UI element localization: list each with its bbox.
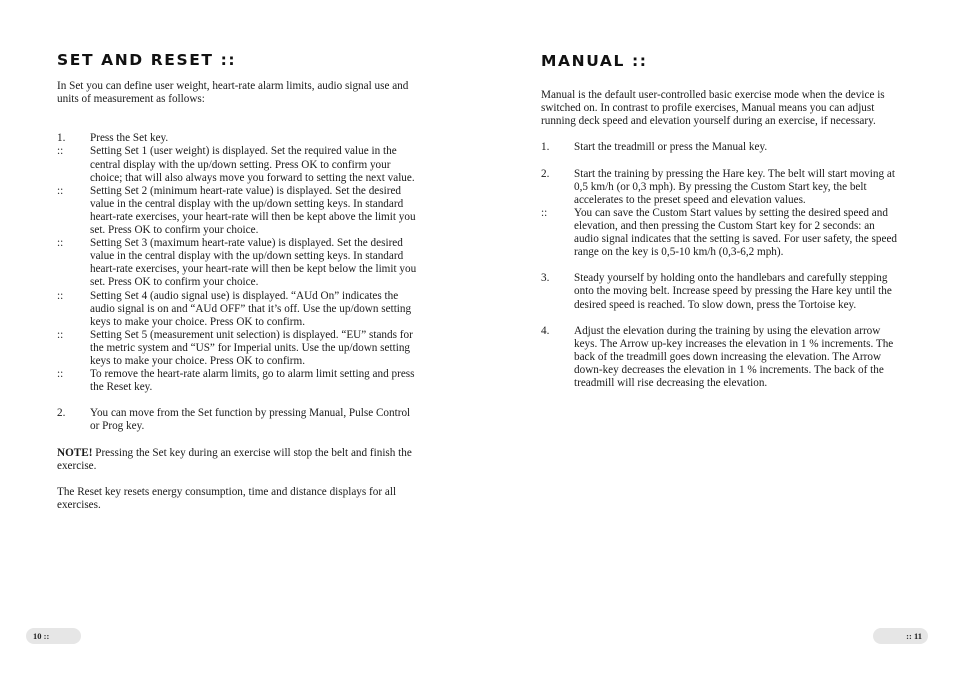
step-text: Setting Set 3 (maximum heart-rate value) is displayed. Set the desired value in the central display with the up/down setting keys. In standard heart-rate exercises, your heart-rate will then be kept below the limit you set. Press OK to confirm your choice.: [90, 237, 417, 289]
step-marker: ::: [57, 368, 64, 381]
manual-heading: MANUAL ::: [541, 52, 648, 70]
set-step: [57, 368, 417, 394]
manual-step: [541, 207, 901, 259]
note-text: Pressing the Set key during an exercise will stop the belt and finish the exercise.: [57, 446, 412, 472]
page-number-right: :: 11: [873, 628, 928, 644]
set-step: [57, 329, 417, 368]
left-page-body: [57, 80, 417, 525]
step-text: Setting Set 4 (audio signal use) is displayed. “AUd On” indicates the audio signal is on and “AUd OFF” that it’s off. Use the up/down setting keys to make your choice. Press OK to confirm.: [90, 289, 412, 328]
step-marker: ::: [57, 145, 64, 158]
step-text: Steady yourself by holding onto the handlebars and carefully stepping onto the moving belt. Increase speed by pressing the Hare key until the desired speed is reached. To slow down, press the Tortoise key.: [574, 272, 892, 311]
manual-step: [541, 325, 901, 390]
step-marker: ::: [57, 328, 64, 341]
step-marker: ::: [57, 184, 64, 197]
manual-step: [541, 141, 901, 154]
set-and-reset-heading: SET AND RESET ::: [57, 51, 237, 69]
step-marker: 1.: [541, 141, 550, 154]
set-intro: In Set you can define user weight, heart-rate alarm limits, audio signal use and units of measurement as follows:: [57, 80, 409, 106]
step-marker: ::: [57, 289, 64, 302]
note-paragraph: [57, 447, 417, 473]
step-marker: 2.: [541, 167, 550, 180]
step-text: You can save the Custom Start values by setting the desired speed and elevation, and then pressing the Custom Start key for 2 seconds: an audio signal indicates that the setting is saved. For user safety, the speed range on the key is 0,5-10 km/h (0,3-6,2 mph).: [574, 206, 898, 259]
step-text: Start the treadmill or press the Manual key.: [574, 141, 768, 154]
step-text: To remove the heart-rate alarm limits, go to alarm limit setting and press the Reset key.: [90, 368, 415, 394]
set-step: [57, 237, 417, 289]
step-text: Setting Set 2 (minimum heart-rate value) is displayed. Set the desired value in the central display with the up/down setting keys. In standard heart-rate exercises, your heart-rate will then be kept above the limit you set. Press OK to confirm your choice.: [90, 184, 416, 237]
manual-step: [541, 168, 901, 207]
step-text: Setting Set 1 (user weight) is displayed. Set the required value in the central display with the up/down setting. Press OK to confirm your choice; that will also always move you forward to setting the next value.: [90, 145, 415, 184]
step-marker: 3.: [541, 272, 550, 285]
set-step: [57, 185, 417, 237]
step-marker: 1.: [57, 132, 66, 145]
step-marker: ::: [57, 237, 64, 250]
step-text: Start the training by pressing the Hare key. The belt will start moving at 0,5 km/h (or 0,3 mph). By pressing the Custom Start key, the belt accelerates to the preset speed and elevation values.: [574, 167, 895, 206]
set-step: [57, 407, 417, 433]
right-page-body: [541, 89, 901, 390]
set-step: [57, 145, 417, 184]
manual-step: [541, 272, 901, 311]
reset-paragraph: The Reset key resets energy consumption, time and distance displays for all exercises.: [57, 485, 397, 511]
step-text: Press the Set key.: [90, 132, 169, 145]
note-label: NOTE!: [57, 446, 93, 459]
set-step: [57, 132, 417, 145]
set-step: [57, 290, 417, 329]
step-text: Setting Set 5 (measurement unit selection) is displayed. “EU” stands for the metric system and “US” for Imperial units. Use the up/down setting keys to make your choice. Press OK to confirm.: [90, 328, 413, 367]
step-text: You can move from the Set function by pressing Manual, Pulse Control or Prog key.: [90, 407, 411, 433]
step-text: Adjust the elevation during the training by using the elevation arrow keys. The Arrow up-key increases the elevation in 1 % increments. The back of the treadmill goes down increasing the elevation. The Arrow down-key decreases the elevation in 1 % increments. The back of the treadmill will rise decreasing the elevation.: [574, 324, 894, 390]
step-marker: 2.: [57, 407, 66, 420]
step-marker: ::: [541, 206, 548, 219]
step-marker: 4.: [541, 324, 550, 337]
manual-intro: Manual is the default user-controlled basic exercise mode when the device is switched on. In contrast to profile exercises, Manual means you can adjust running deck speed and elevation yourself during an exercise, if necessary.: [541, 89, 885, 128]
page-number-left: 10 ::: [26, 628, 81, 644]
